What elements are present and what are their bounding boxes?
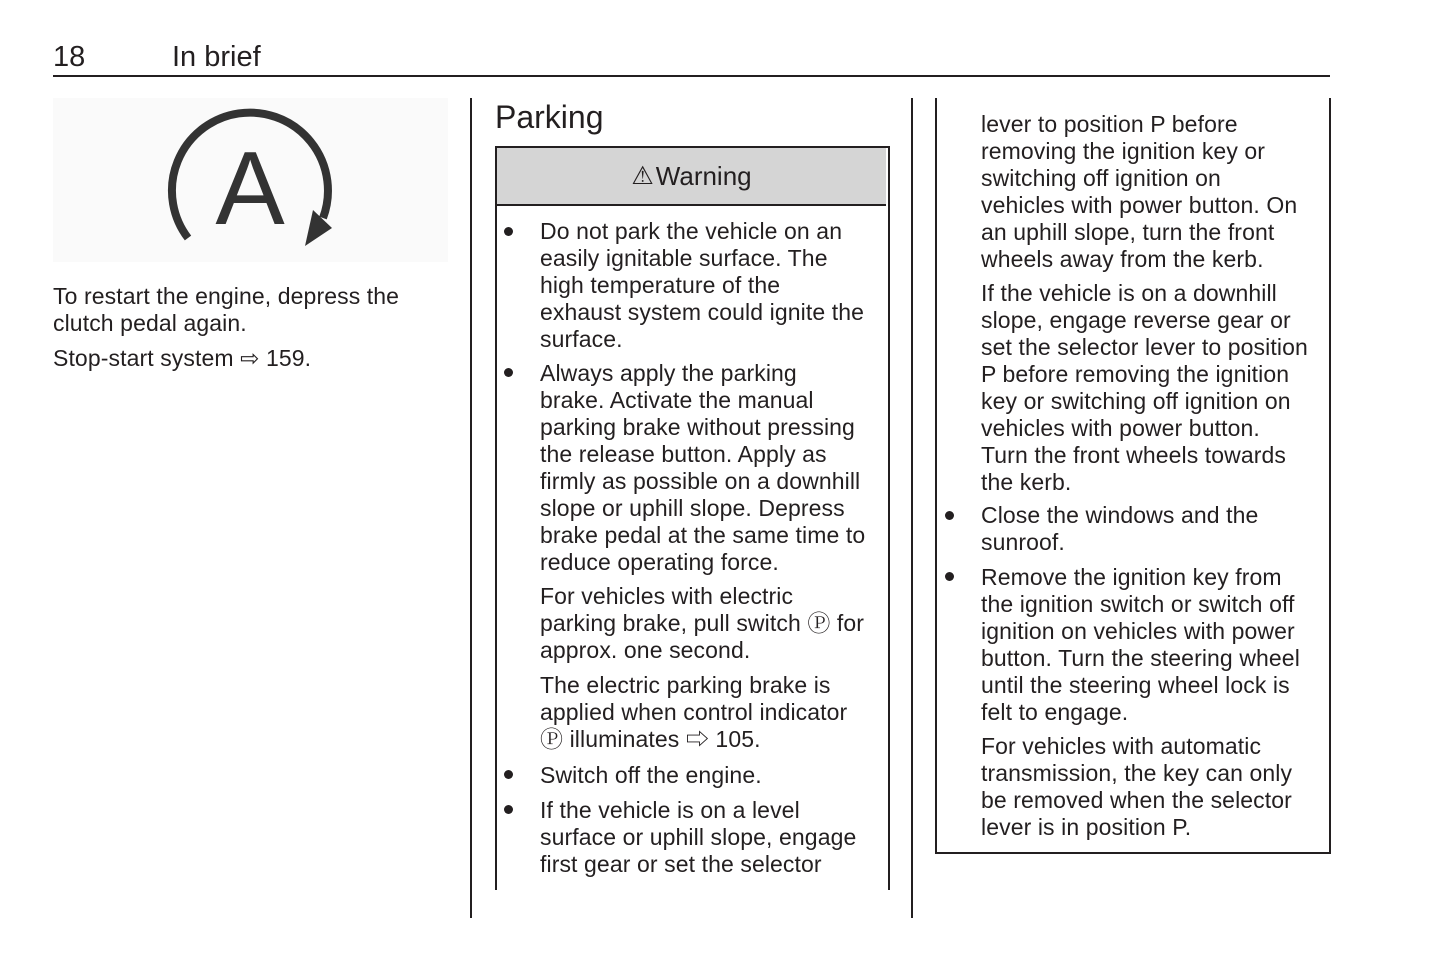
warning-item-note: For vehicles with automatic transmission, the key can only be removed when the selector lever is in position P. xyxy=(981,733,1293,840)
warning-header xyxy=(497,148,886,206)
autostop-restart-icon xyxy=(53,98,448,262)
warning-triangle-icon: ⚠ xyxy=(631,162,654,190)
warning-item-note: The electric parking brake is applied when control indicator Ⓟ illuminates ⇨ 105. xyxy=(540,672,848,752)
warning-item: Remove the ignition key from the ignition switch or switch off ignition on vehicles with power button. Turn the steering wheel until the steering wheel lock is felt to engage. xyxy=(981,564,1300,725)
svg-text:A: A xyxy=(215,131,285,247)
warning-item: Do not park the vehicle on an easily ignitable surface. The high temperature of the exhaust system could ignite the surface. xyxy=(540,218,864,352)
warning-item: Close the windows and the sunroof. xyxy=(981,502,1259,555)
bullet-icon xyxy=(945,572,954,581)
warning-item: If the vehicle is on a level surface or uphill slope, engage first gear or set the selector xyxy=(540,797,857,877)
bullet-icon xyxy=(504,368,513,377)
warning-item-continued: lever to position P before removing the ignition key or switching off ignition on vehicles with power button. On an uphill slope, turn the front wheels away from the kerb. xyxy=(981,111,1298,272)
parking-heading: Parking xyxy=(495,99,604,135)
section-title: In brief xyxy=(172,41,261,73)
header-rule xyxy=(53,75,1330,77)
bullet-icon xyxy=(504,805,513,814)
bullet-icon xyxy=(504,227,513,236)
warning-label: Warning xyxy=(655,160,752,191)
autostop-icon-panel xyxy=(53,98,448,262)
warning-item-note: If the vehicle is on a downhill slope, engage reverse gear or set the selector lever to position P before removing the ignition key or switching off ignition on vehicles with power button. Turn the front wheels towards the kerb. xyxy=(981,280,1308,495)
warning-item-note: For vehicles with electric parking brake, pull switch Ⓟ for approx. one second. xyxy=(540,583,865,663)
bullet-icon xyxy=(504,770,513,779)
warning-item: Always apply the parking brake. Activate the manual parking brake without pressing the release button. Apply as firmly as possible on a downhill slope or uphill slope. Depress brake pedal at the same time to reduce operating force. xyxy=(540,360,866,575)
page-number: 18 xyxy=(53,41,86,73)
stop-start-reference[interactable]: Stop-start system ⇨ 159. xyxy=(53,345,312,371)
column-divider xyxy=(470,98,472,918)
bullet-icon xyxy=(945,511,954,520)
warning-item: Switch off the engine. xyxy=(540,762,762,788)
column-divider xyxy=(911,98,913,918)
restart-paragraph: To restart the engine, depress the clutch pedal again. xyxy=(53,283,400,336)
